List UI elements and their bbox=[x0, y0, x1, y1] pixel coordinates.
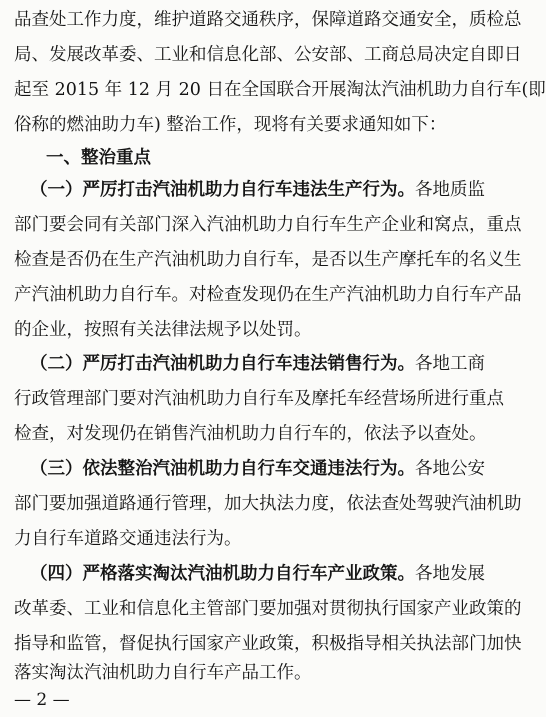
item1-first-rest: 各地质监 bbox=[415, 180, 485, 200]
intro-line-3: 起至 2015 年 12 月 20 日在全国联合开展淘汰汽油机助力自行车(即 bbox=[14, 80, 546, 100]
item2-first-rest: 各地工商 bbox=[415, 354, 485, 374]
item3-label: （三）依法整治汽油机助力自行车交通违法行为。 bbox=[30, 459, 415, 479]
item4-first-rest: 各地发展 bbox=[415, 564, 485, 584]
item1-line-4: 产汽油机助力自行车。对检查发现仍在生产汽油机助力自行车产品 bbox=[14, 285, 522, 305]
item4-label: （四）严格落实淘汰汽油机助力自行车产业政策。 bbox=[30, 564, 415, 584]
intro-line-2: 局、发展改革委、工业和信息化部、公安部、工商总局决定自即日 bbox=[14, 45, 522, 65]
item2-line-2: 行政管理部门要对汽油机助力自行车及摩托车经营场所进行重点 bbox=[14, 389, 504, 409]
item4-line-4: 落实淘汰汽油机助力自行车产品工作。 bbox=[14, 663, 312, 683]
intro-line-4: 俗称的燃油助力车) 整治工作，现将有关要求通知如下： bbox=[14, 115, 447, 135]
item2-line-3: 检查，对发现仍在销售汽油机助力自行车的，依法予以查处。 bbox=[14, 424, 487, 444]
item1-line-2: 部门要会同有关部门深入汽油机助力自行车生产企业和窝点，重点 bbox=[14, 215, 522, 235]
item1-first-line bbox=[30, 179, 486, 201]
item3-first-rest: 各地公安 bbox=[415, 459, 485, 479]
page-number: — 2 — bbox=[14, 690, 70, 710]
item1-line-3: 检查是否仍在生产汽油机助力自行车，是否以生产摩托车的名义生 bbox=[14, 250, 522, 270]
item3-line-3: 力自行车道路交通违法行为。 bbox=[14, 529, 242, 549]
intro-line-1: 品查处工作力度，维护道路交通秩序，保障道路交通安全，质检总 bbox=[14, 10, 522, 30]
item2-first-line bbox=[30, 353, 486, 375]
item1-line-5: 的企业，按照有关法律法规予以处罚。 bbox=[14, 320, 312, 340]
item4-first-line bbox=[30, 563, 486, 585]
item3-first-line bbox=[30, 458, 486, 480]
section-heading-1: 一、整治重点 bbox=[46, 148, 151, 168]
item4-line-2: 改革委、工业和信息化主管部门要加强对贯彻执行国家产业政策的 bbox=[14, 599, 522, 619]
item1-label: （一）严厉打击汽油机助力自行车违法生产行为。 bbox=[30, 180, 415, 200]
item2-label: （二）严厉打击汽油机助力自行车违法销售行为。 bbox=[30, 354, 415, 374]
item3-line-2: 部门要加强道路通行管理，加大执法力度，依法查处驾驶汽油机助 bbox=[14, 494, 522, 514]
item4-line-3: 指导和监管，督促执行国家产业政策，积极指导相关执法部门加快 bbox=[14, 634, 522, 654]
